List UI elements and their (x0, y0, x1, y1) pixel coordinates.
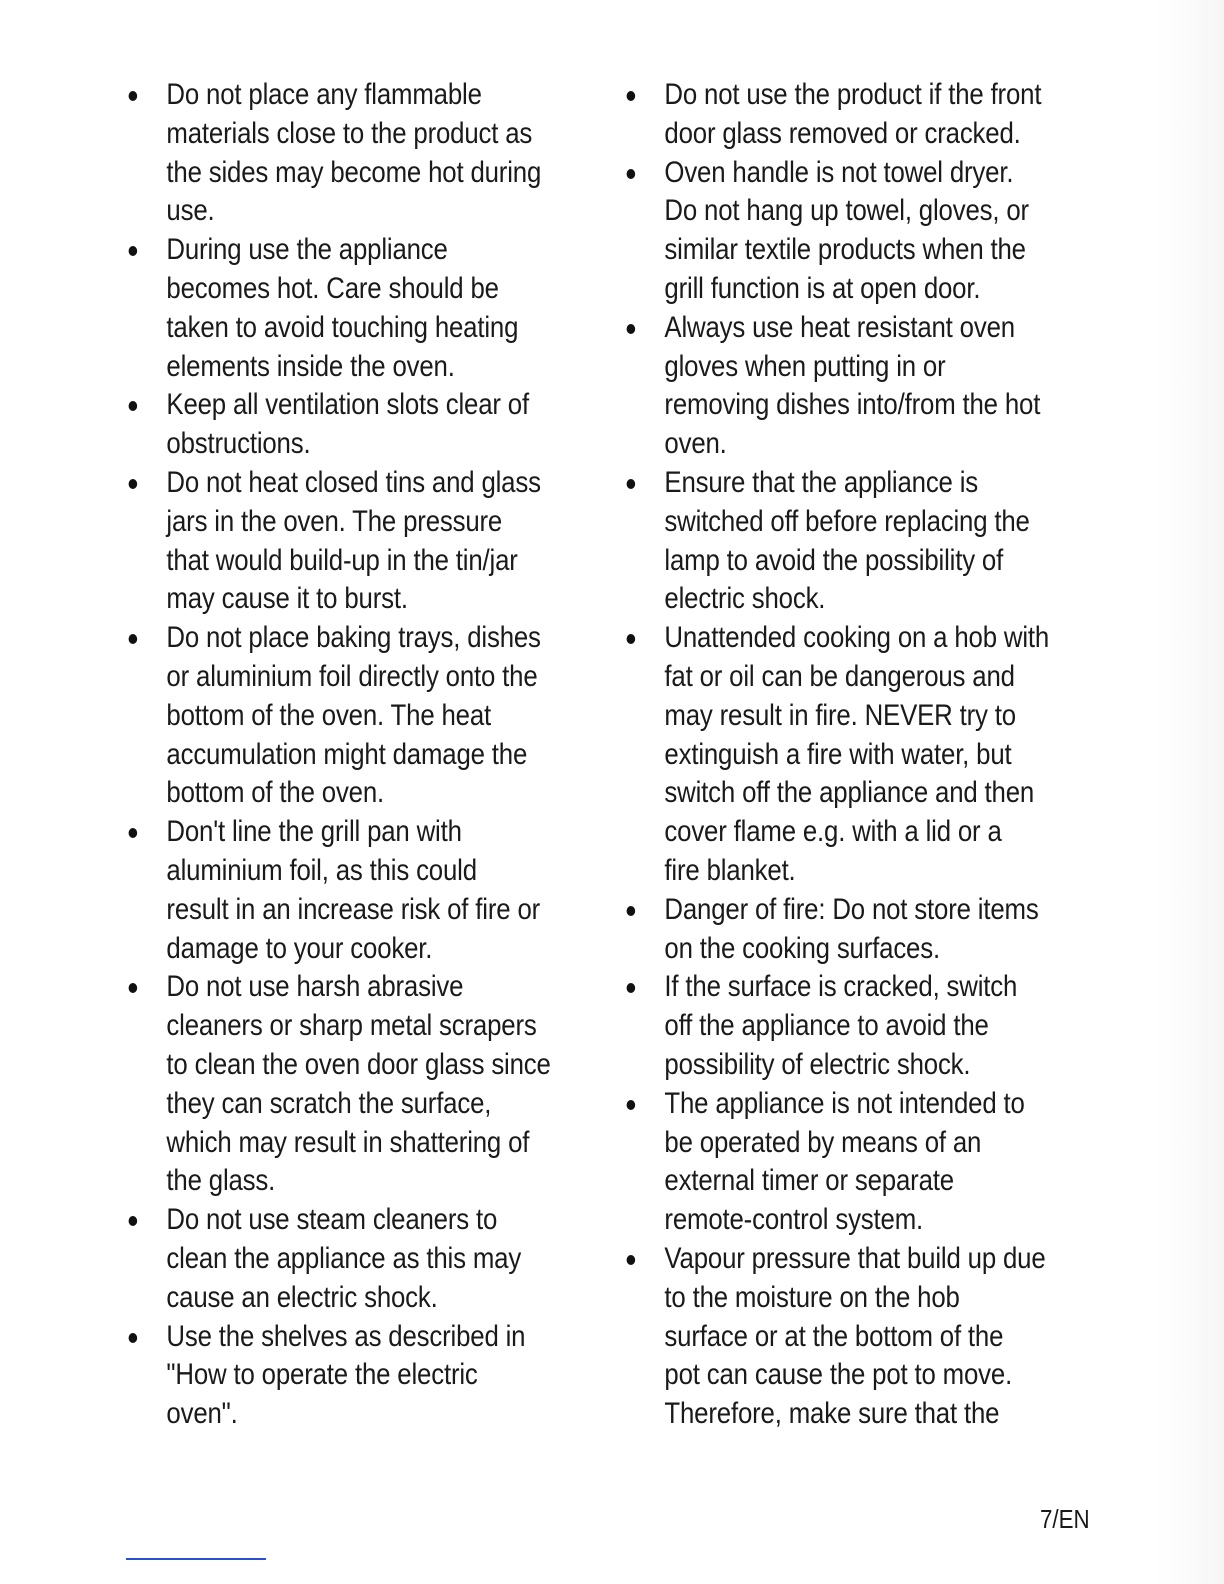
safety-bullet-item: Use the shelves as described in "How to operate the electric oven". (126, 1318, 631, 1434)
safety-bullet-item: Danger of fire: Do not store items on the cooking surfaces. (624, 891, 1129, 969)
safety-bullet-item: Oven handle is not towel dryer. Do not hang up towel, gloves, or similar textile products when the grill function is at open door. (624, 154, 1129, 309)
page-number: 7/EN (1040, 1504, 1090, 1534)
page-edge-shade (1154, 0, 1224, 1584)
safety-bullet-item: Do not use the product if the front door glass removed or cracked. (624, 76, 1129, 154)
left-column-list (126, 76, 596, 1434)
safety-bullet-item: Do not place baking trays, dishes or aluminium foil directly onto the bottom of the oven. The heat accumulation might damage the bottom of the oven. (126, 619, 631, 813)
safety-bullet-item: Ensure that the appliance is switched off before replacing the lamp to avoid the possibility of electric shock. (624, 464, 1129, 619)
safety-bullet-item: Do not heat closed tins and glass jars in the oven. The pressure that would build-up in the tin/jar may cause it to burst. (126, 464, 631, 619)
right-column-list (624, 76, 1094, 1434)
safety-bullet-item: Vapour pressure that build up due to the moisture on the hob surface or at the bottom of the pot can cause the pot to move. Therefore, make sure that the (624, 1240, 1129, 1434)
safety-bullet-item: The appliance is not intended to be operated by means of an external timer or separate remote-control system. (624, 1085, 1129, 1240)
safety-bullet-item: If the surface is cracked, switch off the appliance to avoid the possibility of electric shock. (624, 968, 1129, 1084)
safety-bullet-item: Keep all ventilation slots clear of obstructions. (126, 386, 631, 464)
safety-bullet-item: Unattended cooking on a hob with fat or oil can be dangerous and may result in fire. NEVER try to extinguish a fire with water, but switch off the appliance and then cover flame e.g. with a lid or a fire blanket. (624, 619, 1129, 891)
safety-bullet-item: Do not place any flammable materials close to the product as the sides may become hot during use. (126, 76, 631, 231)
safety-bullet-item: Do not use steam cleaners to clean the appliance as this may cause an electric shock. (126, 1201, 631, 1317)
safety-bullet-item: Always use heat resistant oven gloves when putting in or removing dishes into/from the hot oven. (624, 309, 1129, 464)
safety-bullet-item: Do not use harsh abrasive cleaners or sharp metal scrapers to clean the oven door glass since they can scratch the surface, which may result in shattering of the glass. (126, 968, 631, 1201)
footer-rule (126, 1558, 266, 1560)
safety-bullet-item: During use the appliance becomes hot. Care should be taken to avoid touching heating elements inside the oven. (126, 231, 631, 386)
safety-bullet-item: Don't line the grill pan with aluminium foil, as this could result in an increase risk of fire or damage to your cooker. (126, 813, 631, 968)
